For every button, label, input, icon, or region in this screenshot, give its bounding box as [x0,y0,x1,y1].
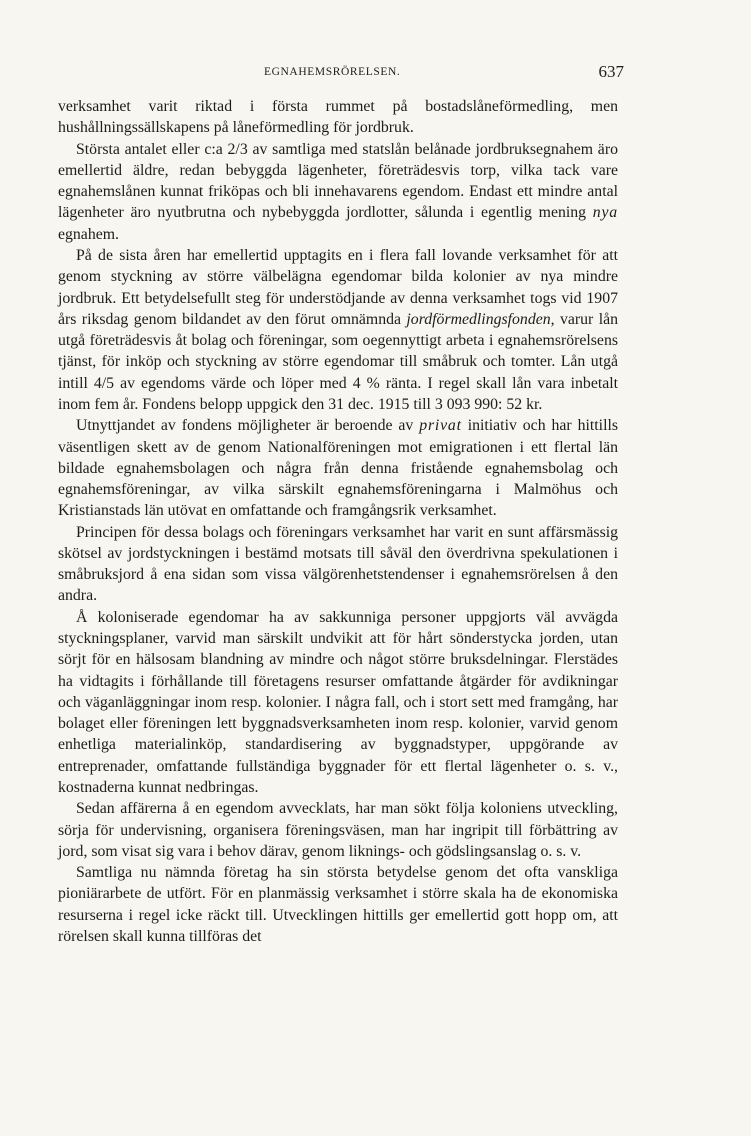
emphasis: privat [419,417,462,435]
text-segment: Samtliga nu nämnda företag ha sin största betydelse genom det ofta vanskliga pioniärarbete de utfört. För en planmässig verksamhet i större skala ha de ekonomiska resurserna i regel icke räckt till. Utvecklingen hittills ger emellertid gott hopp om, att rörelsen skall kunna tillföras det [58,864,618,945]
fraction: 2/3 [227,140,248,158]
paragraph [58,415,618,521]
paragraph [58,862,618,947]
paragraph [58,522,618,607]
text-segment: verksamhet varit riktad i första rummet på bostadslåneförmedling, men hushållningssällskapens på låneförmedling för jordbruk. [58,98,618,137]
paragraph [58,607,618,799]
text-segment: Största antalet eller c:a [76,140,228,158]
text-segment: Principen för dessa bolags och föreningars verksamhet har varit en sunt affärsmässig skötsel av jordstyckningen i bestämd motsats till såväl den överdrivna spekulationen i småbruksjord å ena sidan som vissa välgörenhetstendenser i egnahemsrörelsen å den andra. [58,523,618,605]
paragraph [58,245,618,415]
paragraph [58,139,618,245]
body-text [58,96,618,947]
text-segment: Utnyttjandet av fondens möjligheter är beroende av [76,417,420,435]
text-segment: Sedan affärerna å en egendom avvecklats, har man sökt följa koloniens utveckling, sörja för undervisning, organisera föreningsväsen, man har ingripit till förbättring av jord, som visat sig vara i behov därav, genom liknings- och gödslingsanslag o. s. v. [58,800,618,860]
text-segment: egnahem. [58,225,119,243]
page-number: 637 [598,62,624,81]
paragraph [58,96,618,139]
text-segment: initiativ och har hittills väsentligen skett av de genom Nationalföreningen mot emigrationen i ett flertal län bildade egnahemsbolagen och några från denna fristående egnahemsbolag och egnahemsföreningar, av vilka särskilt egnahemsföreningarna i Malmöhus och Kristianstads län utövat en omfattande och framgångsrik verksamhet. [58,417,618,520]
emphasis: nya [592,204,618,222]
text-segment: av samtliga med statslån belånade jordbruksegnahem äro emellertid äldre, redan bebyggda lägenheter, företrädesvis torp, vilka tack vare egnahemslånen kunnat friköpas och bli innehavarens egendom. Endast ett mindre antal lägenheter äro nyutbrutna och nybebyggda jordlotter, sålunda i egentlig mening [58,140,618,222]
text-segment: Å koloniserade egendomar ha av sakkunniga personer uppgjorts väl avvägda styckningsplaner, varvid man särskilt undvikit att för hårt sönderstycka jorden, utan sörjt för en hälsosam blandning av mindre och något större bruksdelningar. Flerstädes ha vidtagits i förhållande till företagens resurser omfattande åtgärder för avdikningar och väganläggningar inom resp. kolonier. I några fall, och i stort sett med framgång, har bolaget eller föreningen lett byggnadsverksamheten inom resp. kolonier, varvid genom enhetliga materialinköp, standardisering av byggnadstyper, uppgörande av entreprenader, omfattande fullständiga byggnader för ett flertal lägenheter o. s. v., kostnaderna kunnat nedbringas. [58,608,618,796]
page-header [58,64,624,86]
text-segment: av egendoms värde och löper med 4 % ränta. I regel skall lån vara inbetalt inom fem år. Fondens belopp uppgick den 31 dec. 1915 till 3 093 990: 52 kr. [58,374,619,413]
text-segment: varur lån utgå företrädesvis åt bolag och föreningar, som oegennyttigt arbeta i egnahemsrörelsens tjänst, för inköp och styckning av större egendomar till småbruk och tomter. Lån utgå intill [58,310,618,392]
emphasis: jordförmedlingsfonden, [406,310,555,328]
paragraph [58,798,618,862]
fraction: 4/5 [93,374,115,392]
text-segment: På de sista åren har emellertid upptagits en i flera fall lovande verksamhet för att genom styckning av större välbelägna egendomar bilda kolonier av nya mindre jordbruk. Ett betydelsefullt steg för understödjande av denna verksamhet togs vid 1907 års riksdag genom bildandet av den förut omnämnda [58,246,618,328]
running-head: EGNAHEMSRÖRELSEN. [264,66,401,78]
